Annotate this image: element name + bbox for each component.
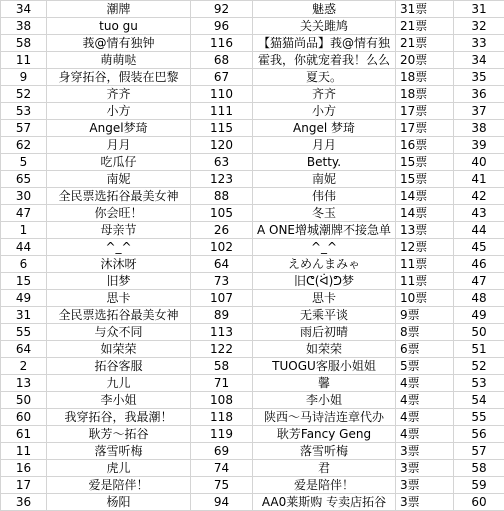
cell-name[interactable]: 虎儿 bbox=[47, 460, 191, 477]
table-row bbox=[1, 222, 504, 239]
table-row bbox=[1, 188, 504, 205]
table-row bbox=[1, 103, 504, 120]
cell-rank[interactable]: 43 bbox=[454, 205, 504, 222]
cell-nickname[interactable]: 伟伟 bbox=[253, 188, 396, 205]
cell-id[interactable]: 5 bbox=[1, 154, 47, 171]
cell-nickname[interactable]: 月月 bbox=[253, 137, 396, 154]
cell-number[interactable]: 113 bbox=[191, 324, 253, 341]
cell-votes[interactable]: 21票 bbox=[396, 18, 454, 35]
cell-name[interactable]: 身穿拓谷，假装在巴黎 bbox=[47, 69, 191, 86]
cell-name[interactable]: 李小姐 bbox=[47, 392, 191, 409]
cell-rank[interactable]: 59 bbox=[454, 477, 504, 494]
table-row bbox=[1, 494, 504, 511]
cell-number[interactable]: 120 bbox=[191, 137, 253, 154]
table-row bbox=[1, 69, 504, 86]
cell-id[interactable]: 34 bbox=[1, 1, 47, 18]
cell-rank[interactable]: 48 bbox=[454, 290, 504, 307]
table-row bbox=[1, 375, 504, 392]
cell-id[interactable]: 64 bbox=[1, 341, 47, 358]
cell-nickname[interactable]: 关关雎鸠 bbox=[253, 18, 396, 35]
cell-name[interactable]: 爱是陪伴！ bbox=[47, 477, 191, 494]
table-row bbox=[1, 18, 504, 35]
cell-number[interactable]: 94 bbox=[191, 494, 253, 511]
cell-votes[interactable]: 4票 bbox=[396, 392, 454, 409]
cell-nickname[interactable]: ^_^ bbox=[253, 239, 396, 256]
cell-number[interactable]: 108 bbox=[191, 392, 253, 409]
cell-nickname[interactable]: 【猫猫尚品】莪@情有独 bbox=[253, 35, 396, 52]
cell-votes[interactable]: 4票 bbox=[396, 375, 454, 392]
cell-name[interactable]: 全民票选拓谷最美女神 bbox=[47, 188, 191, 205]
table-row bbox=[1, 290, 504, 307]
table-row bbox=[1, 324, 504, 341]
cell-number[interactable]: 75 bbox=[191, 477, 253, 494]
cell-nickname[interactable]: 冬玉 bbox=[253, 205, 396, 222]
cell-number[interactable]: 107 bbox=[191, 290, 253, 307]
cell-rank[interactable]: 41 bbox=[454, 171, 504, 188]
cell-number[interactable]: 122 bbox=[191, 341, 253, 358]
cell-votes[interactable]: 14票 bbox=[396, 188, 454, 205]
cell-nickname[interactable]: 李小姐 bbox=[253, 392, 396, 409]
table-row bbox=[1, 426, 504, 443]
cell-nickname[interactable]: AA0莱斯购 专卖店拓谷 bbox=[253, 494, 396, 511]
cell-nickname[interactable]: 爱是陪伴！ bbox=[253, 477, 396, 494]
cell-name[interactable]: 齐齐 bbox=[47, 86, 191, 103]
cell-name[interactable]: 月月 bbox=[47, 137, 191, 154]
cell-number[interactable]: 64 bbox=[191, 256, 253, 273]
table-row bbox=[1, 409, 504, 426]
cell-number[interactable]: 58 bbox=[191, 358, 253, 375]
cell-votes[interactable]: 15票 bbox=[396, 154, 454, 171]
cell-id[interactable]: 2 bbox=[1, 358, 47, 375]
cell-rank[interactable]: 55 bbox=[454, 409, 504, 426]
cell-number[interactable]: 96 bbox=[191, 18, 253, 35]
cell-id[interactable]: 36 bbox=[1, 494, 47, 511]
cell-nickname[interactable]: 落雪听梅 bbox=[253, 443, 396, 460]
cell-number[interactable]: 26 bbox=[191, 222, 253, 239]
cell-votes[interactable]: 3票 bbox=[396, 494, 454, 511]
cell-id[interactable]: 30 bbox=[1, 188, 47, 205]
table-row bbox=[1, 171, 504, 188]
cell-number[interactable]: 74 bbox=[191, 460, 253, 477]
cell-rank[interactable]: 49 bbox=[454, 307, 504, 324]
cell-name[interactable]: 与众不同 bbox=[47, 324, 191, 341]
vote-table-body bbox=[1, 1, 504, 511]
cell-votes[interactable]: 9票 bbox=[396, 307, 454, 324]
cell-id[interactable]: 1 bbox=[1, 222, 47, 239]
cell-id[interactable]: 50 bbox=[1, 392, 47, 409]
cell-rank[interactable]: 35 bbox=[454, 69, 504, 86]
table-row bbox=[1, 460, 504, 477]
cell-number[interactable]: 111 bbox=[191, 103, 253, 120]
cell-votes[interactable]: 17票 bbox=[396, 120, 454, 137]
cell-id[interactable]: 62 bbox=[1, 137, 47, 154]
cell-votes[interactable]: 8票 bbox=[396, 324, 454, 341]
cell-number[interactable]: 69 bbox=[191, 443, 253, 460]
table-row bbox=[1, 358, 504, 375]
cell-id[interactable]: 11 bbox=[1, 443, 47, 460]
cell-number[interactable]: 67 bbox=[191, 69, 253, 86]
cell-rank[interactable]: 37 bbox=[454, 103, 504, 120]
cell-nickname[interactable]: 陕西～马诗洁连章代办 bbox=[253, 409, 396, 426]
cell-nickname[interactable]: 君 bbox=[253, 460, 396, 477]
cell-rank[interactable]: 42 bbox=[454, 188, 504, 205]
cell-rank[interactable]: 58 bbox=[454, 460, 504, 477]
cell-name[interactable]: 落雪听梅 bbox=[47, 443, 191, 460]
cell-number[interactable]: 102 bbox=[191, 239, 253, 256]
cell-rank[interactable]: 51 bbox=[454, 341, 504, 358]
cell-votes[interactable]: 20票 bbox=[396, 52, 454, 69]
cell-id[interactable]: 47 bbox=[1, 205, 47, 222]
cell-name[interactable]: 沐沐呀 bbox=[47, 256, 191, 273]
table-row bbox=[1, 256, 504, 273]
table-row bbox=[1, 307, 504, 324]
cell-nickname[interactable]: A ONE增城潮牌不接急单 bbox=[253, 222, 396, 239]
cell-votes[interactable]: 3票 bbox=[396, 477, 454, 494]
cell-name[interactable]: 我穿拓谷，我最潮！ bbox=[47, 409, 191, 426]
cell-votes[interactable]: 4票 bbox=[396, 409, 454, 426]
cell-number[interactable]: 71 bbox=[191, 375, 253, 392]
cell-votes[interactable]: 3票 bbox=[396, 443, 454, 460]
cell-votes[interactable]: 31票 bbox=[396, 1, 454, 18]
cell-votes[interactable]: 12票 bbox=[396, 239, 454, 256]
cell-votes[interactable]: 13票 bbox=[396, 222, 454, 239]
cell-rank[interactable]: 50 bbox=[454, 324, 504, 341]
cell-id[interactable]: 31 bbox=[1, 307, 47, 324]
cell-rank[interactable]: 33 bbox=[454, 35, 504, 52]
cell-nickname[interactable]: 旧ᕦ(ᐛ)ᕤ梦 bbox=[253, 273, 396, 290]
cell-nickname[interactable]: 霍我，你就宠着我！么么 bbox=[253, 52, 396, 69]
table-row bbox=[1, 239, 504, 256]
cell-number[interactable]: 116 bbox=[191, 35, 253, 52]
table-row bbox=[1, 154, 504, 171]
cell-rank[interactable]: 52 bbox=[454, 358, 504, 375]
cell-name[interactable]: tuo gu bbox=[47, 18, 191, 35]
cell-rank[interactable]: 39 bbox=[454, 137, 504, 154]
cell-votes[interactable]: 3票 bbox=[396, 460, 454, 477]
cell-id[interactable]: 52 bbox=[1, 86, 47, 103]
cell-number[interactable]: 123 bbox=[191, 171, 253, 188]
cell-name[interactable]: 旧梦 bbox=[47, 273, 191, 290]
cell-rank[interactable]: 47 bbox=[454, 273, 504, 290]
cell-number[interactable]: 118 bbox=[191, 409, 253, 426]
cell-number[interactable]: 119 bbox=[191, 426, 253, 443]
cell-name[interactable]: 九儿 bbox=[47, 375, 191, 392]
cell-votes[interactable]: 15票 bbox=[396, 171, 454, 188]
cell-nickname[interactable]: 魅惑 bbox=[253, 1, 396, 18]
cell-name[interactable]: 萌萌哒 bbox=[47, 52, 191, 69]
cell-rank[interactable]: 36 bbox=[454, 86, 504, 103]
cell-nickname[interactable]: TUOGU客服小姐姐 bbox=[253, 358, 396, 375]
table-row bbox=[1, 392, 504, 409]
cell-rank[interactable]: 40 bbox=[454, 154, 504, 171]
table-row bbox=[1, 52, 504, 69]
cell-rank[interactable]: 46 bbox=[454, 256, 504, 273]
cell-id[interactable]: 49 bbox=[1, 290, 47, 307]
cell-votes[interactable]: 4票 bbox=[396, 426, 454, 443]
cell-rank[interactable]: 57 bbox=[454, 443, 504, 460]
cell-nickname[interactable]: Betty. bbox=[253, 154, 396, 171]
cell-nickname[interactable]: 如荣荣 bbox=[253, 341, 396, 358]
cell-nickname[interactable]: 齐齐 bbox=[253, 86, 396, 103]
cell-name[interactable]: 耿芳～拓谷 bbox=[47, 426, 191, 443]
table-row bbox=[1, 273, 504, 290]
cell-nickname[interactable]: 小方 bbox=[253, 103, 396, 120]
cell-nickname[interactable]: 思卡 bbox=[253, 290, 396, 307]
cell-nickname[interactable]: Angel 梦琦 bbox=[253, 120, 396, 137]
cell-id[interactable]: 38 bbox=[1, 18, 47, 35]
cell-rank[interactable]: 32 bbox=[454, 18, 504, 35]
cell-votes[interactable]: 17票 bbox=[396, 103, 454, 120]
cell-name[interactable]: 思卡 bbox=[47, 290, 191, 307]
cell-name[interactable]: 吃瓜仔 bbox=[47, 154, 191, 171]
cell-number[interactable]: 88 bbox=[191, 188, 253, 205]
cell-name[interactable]: Angel梦琦 bbox=[47, 120, 191, 137]
cell-id[interactable]: 65 bbox=[1, 171, 47, 188]
cell-id[interactable]: 9 bbox=[1, 69, 47, 86]
cell-number[interactable]: 115 bbox=[191, 120, 253, 137]
cell-name[interactable]: 如荣荣 bbox=[47, 341, 191, 358]
cell-votes[interactable]: 11票 bbox=[396, 256, 454, 273]
cell-votes[interactable]: 18票 bbox=[396, 69, 454, 86]
cell-rank[interactable]: 38 bbox=[454, 120, 504, 137]
cell-nickname[interactable]: 耿芳Fancy Geng bbox=[253, 426, 396, 443]
cell-votes[interactable]: 16票 bbox=[396, 137, 454, 154]
cell-votes[interactable]: 18票 bbox=[396, 86, 454, 103]
cell-number[interactable]: 105 bbox=[191, 205, 253, 222]
cell-id[interactable]: 58 bbox=[1, 35, 47, 52]
cell-votes[interactable]: 10票 bbox=[396, 290, 454, 307]
cell-nickname[interactable]: 夏天。 bbox=[253, 69, 396, 86]
cell-nickname[interactable]: えめんまみゃ bbox=[253, 256, 396, 273]
cell-name[interactable]: 潮牌 bbox=[47, 1, 191, 18]
cell-votes[interactable]: 5票 bbox=[396, 358, 454, 375]
cell-number[interactable]: 92 bbox=[191, 1, 253, 18]
cell-id[interactable]: 60 bbox=[1, 409, 47, 426]
cell-id[interactable]: 15 bbox=[1, 273, 47, 290]
cell-id[interactable]: 57 bbox=[1, 120, 47, 137]
cell-nickname[interactable]: 无乘平谈 bbox=[253, 307, 396, 324]
table-row bbox=[1, 205, 504, 222]
cell-votes[interactable]: 6票 bbox=[396, 341, 454, 358]
table-row bbox=[1, 86, 504, 103]
cell-id[interactable]: 44 bbox=[1, 239, 47, 256]
cell-rank[interactable]: 53 bbox=[454, 375, 504, 392]
cell-name[interactable]: 小方 bbox=[47, 103, 191, 120]
cell-name[interactable]: ^_^ bbox=[47, 239, 191, 256]
cell-votes[interactable]: 14票 bbox=[396, 205, 454, 222]
cell-number[interactable]: 68 bbox=[191, 52, 253, 69]
cell-name[interactable]: 全民票选拓谷最美女神 bbox=[47, 307, 191, 324]
cell-name[interactable]: 杨阳 bbox=[47, 494, 191, 511]
table-row bbox=[1, 443, 504, 460]
cell-id[interactable]: 16 bbox=[1, 460, 47, 477]
cell-rank[interactable]: 60 bbox=[454, 494, 504, 511]
cell-id[interactable]: 6 bbox=[1, 256, 47, 273]
cell-id[interactable]: 53 bbox=[1, 103, 47, 120]
table-row bbox=[1, 120, 504, 137]
cell-id[interactable]: 55 bbox=[1, 324, 47, 341]
cell-rank[interactable]: 54 bbox=[454, 392, 504, 409]
cell-number[interactable]: 110 bbox=[191, 86, 253, 103]
cell-nickname[interactable]: 馨 bbox=[253, 375, 396, 392]
cell-rank[interactable]: 34 bbox=[454, 52, 504, 69]
cell-votes[interactable]: 11票 bbox=[396, 273, 454, 290]
table-row bbox=[1, 1, 504, 18]
cell-id[interactable]: 61 bbox=[1, 426, 47, 443]
cell-rank[interactable]: 45 bbox=[454, 239, 504, 256]
cell-number[interactable]: 63 bbox=[191, 154, 253, 171]
cell-name[interactable]: 你会旺！ bbox=[47, 205, 191, 222]
cell-nickname[interactable]: 南妮 bbox=[253, 171, 396, 188]
table-row bbox=[1, 341, 504, 358]
cell-number[interactable]: 89 bbox=[191, 307, 253, 324]
cell-name[interactable]: 拓谷客服 bbox=[47, 358, 191, 375]
cell-rank[interactable]: 44 bbox=[454, 222, 504, 239]
cell-id[interactable]: 11 bbox=[1, 52, 47, 69]
cell-number[interactable]: 73 bbox=[191, 273, 253, 290]
cell-id[interactable]: 13 bbox=[1, 375, 47, 392]
table-row bbox=[1, 477, 504, 494]
cell-votes[interactable]: 21票 bbox=[396, 35, 454, 52]
cell-nickname[interactable]: 雨后初晴 bbox=[253, 324, 396, 341]
cell-name[interactable]: 南妮 bbox=[47, 171, 191, 188]
cell-name[interactable]: 母亲节 bbox=[47, 222, 191, 239]
cell-rank[interactable]: 31 bbox=[454, 1, 504, 18]
cell-rank[interactable]: 56 bbox=[454, 426, 504, 443]
table-row bbox=[1, 35, 504, 52]
cell-id[interactable]: 17 bbox=[1, 477, 47, 494]
cell-name[interactable]: 莪@情有独钟 bbox=[47, 35, 191, 52]
table-row bbox=[1, 137, 504, 154]
